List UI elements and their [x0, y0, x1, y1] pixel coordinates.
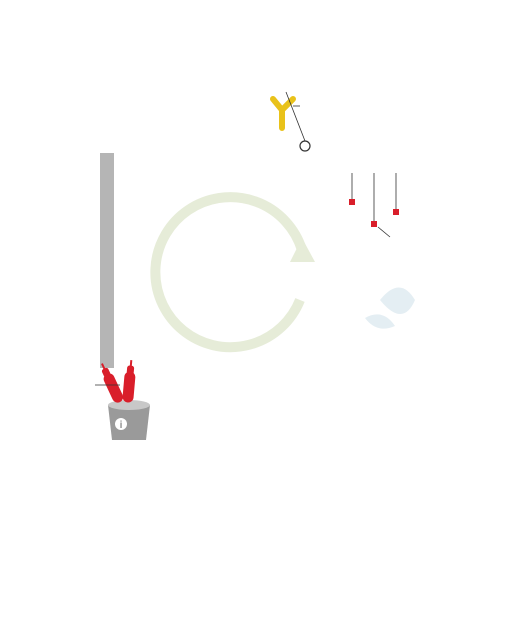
drug-target-wall: [100, 153, 114, 368]
discard-bin-icon: [95, 360, 150, 440]
antibody-icon: [273, 92, 310, 151]
watermark-logo-icon: [365, 288, 415, 329]
binding-site-marker-icon: [300, 141, 310, 151]
cycle-arrow: [155, 197, 315, 347]
genetic-info-markers: [349, 173, 399, 237]
svg-text:i: i: [119, 420, 123, 431]
